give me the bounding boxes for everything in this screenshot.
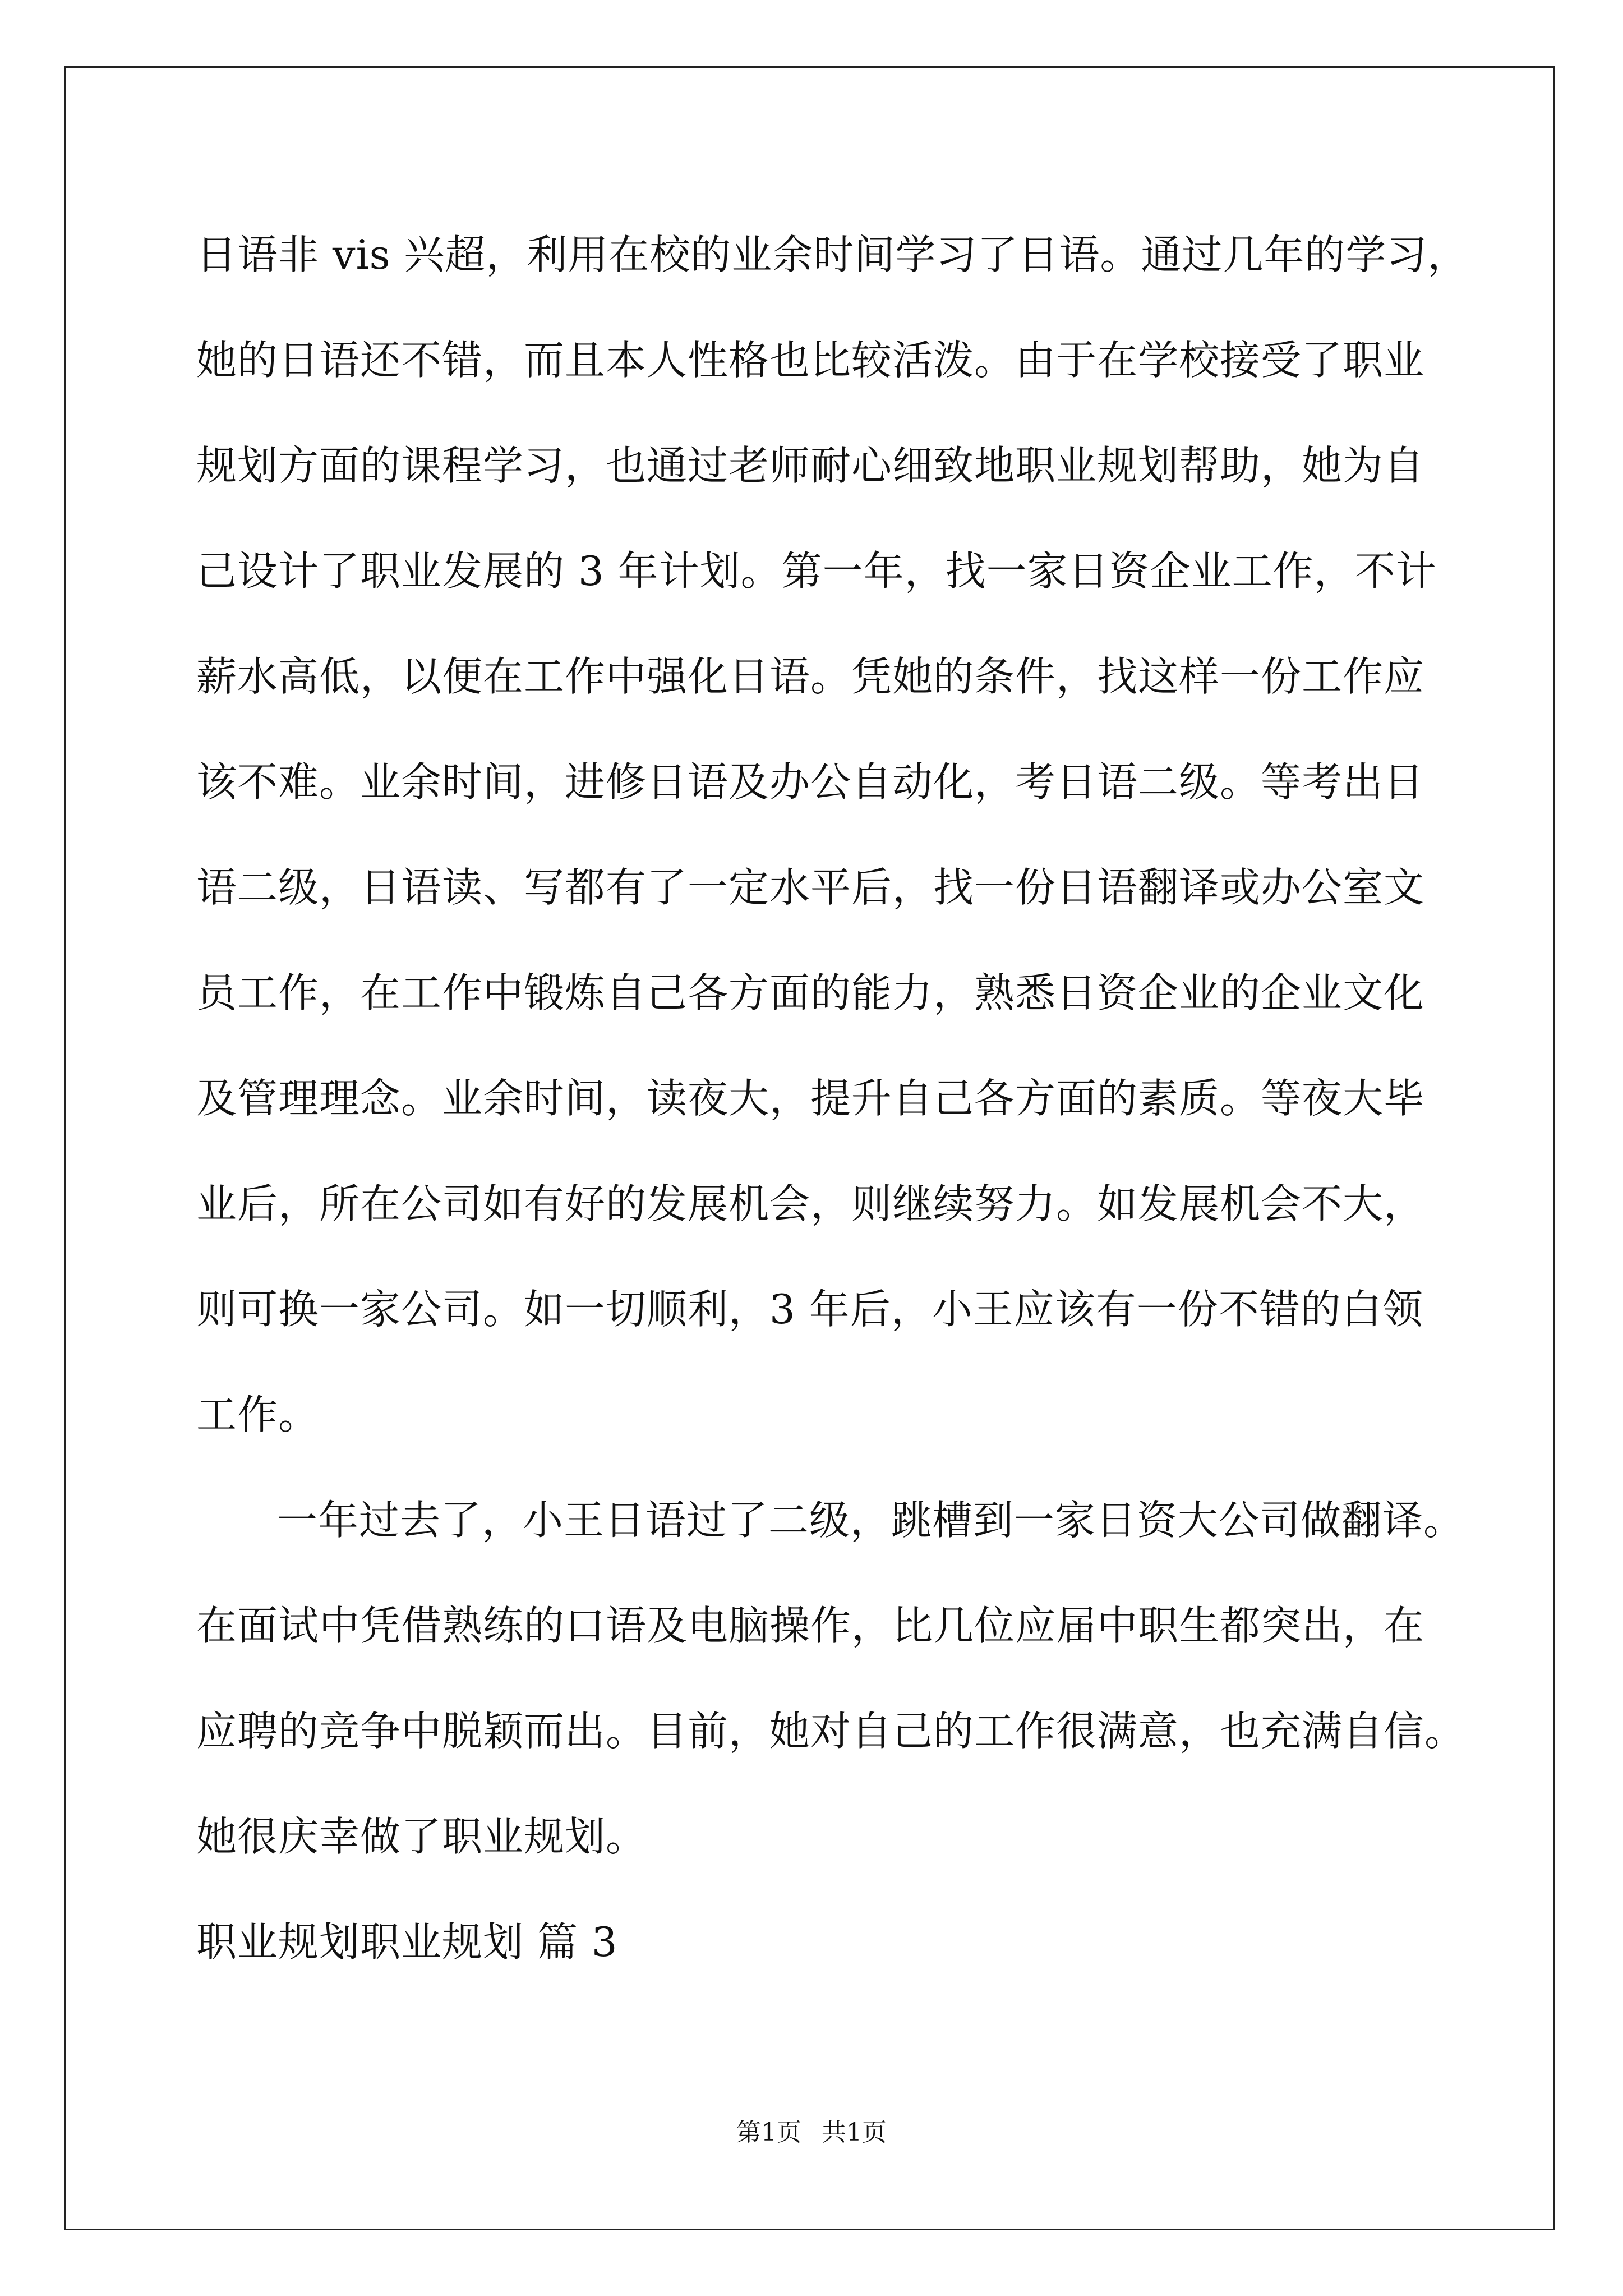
section-heading: 职业规划职业规划 篇 3	[196, 1918, 618, 1966]
text-line: 员工作，在工作中锻炼自己各方面的能力，熟悉日资企业的企业文化	[196, 969, 1425, 1016]
text-line: 她很庆幸做了职业规划。	[196, 1813, 647, 1860]
text-line: 一年过去了，小王日语过了二级，跳槽到一家日资大公司做翻译。	[277, 1497, 1465, 1544]
page-footer	[0, 2116, 1623, 2150]
text-line: 她的日语还不错，而且本人性格也比较活泼。由于在学校接受了职业	[196, 337, 1425, 384]
text-line: 薪水高低，以便在工作中强化日语。凭她的条件，找这样一份工作应	[196, 653, 1425, 700]
paragraph-1	[196, 202, 1469, 1467]
text-line: 规划方面的课程学习，也通过老师耐心细致地职业规划帮助，她为自	[196, 442, 1425, 489]
paragraph-2	[196, 1467, 1464, 1889]
text-line: 工作。	[196, 1391, 320, 1438]
text-line: 在面试中凭借熟练的口语及电脑操作，比几位应届中职生都突出，在	[196, 1602, 1425, 1649]
text-line: 及管理理念。业余时间，读夜大，提升自己各方面的素质。等夜大毕	[196, 1075, 1425, 1122]
document-body	[196, 202, 1469, 1995]
text-line: 业后，所在公司如有好的发展机会，则继续努力。如发展机会不大，	[196, 1180, 1425, 1227]
text-line: 应聘的竞争中脱颖而出。目前，她对自己的工作很满意，也充满自信。	[196, 1708, 1466, 1755]
text-line: 则可换一家公司。如一切顺利，3 年后，小王应该有一份不错的白领	[196, 1286, 1423, 1333]
text-line: 己设计了职业发展的 3 年计划。第一年，找一家日资企业工作，不计	[196, 547, 1437, 595]
text-line: 该不难。业余时间，进修日语及办公自动化，考日语二级。等考出日	[196, 758, 1425, 806]
text-line: 日语非 vis 兴超，利用在校的业余时间学习了日语。通过几年的学习，	[196, 231, 1469, 278]
text-line: 语二级，日语读、写都有了一定水平后，找一份日语翻译或办公室文	[196, 864, 1425, 911]
page-number: 第1页	[736, 2118, 801, 2147]
page-total: 共1页	[822, 2118, 887, 2147]
